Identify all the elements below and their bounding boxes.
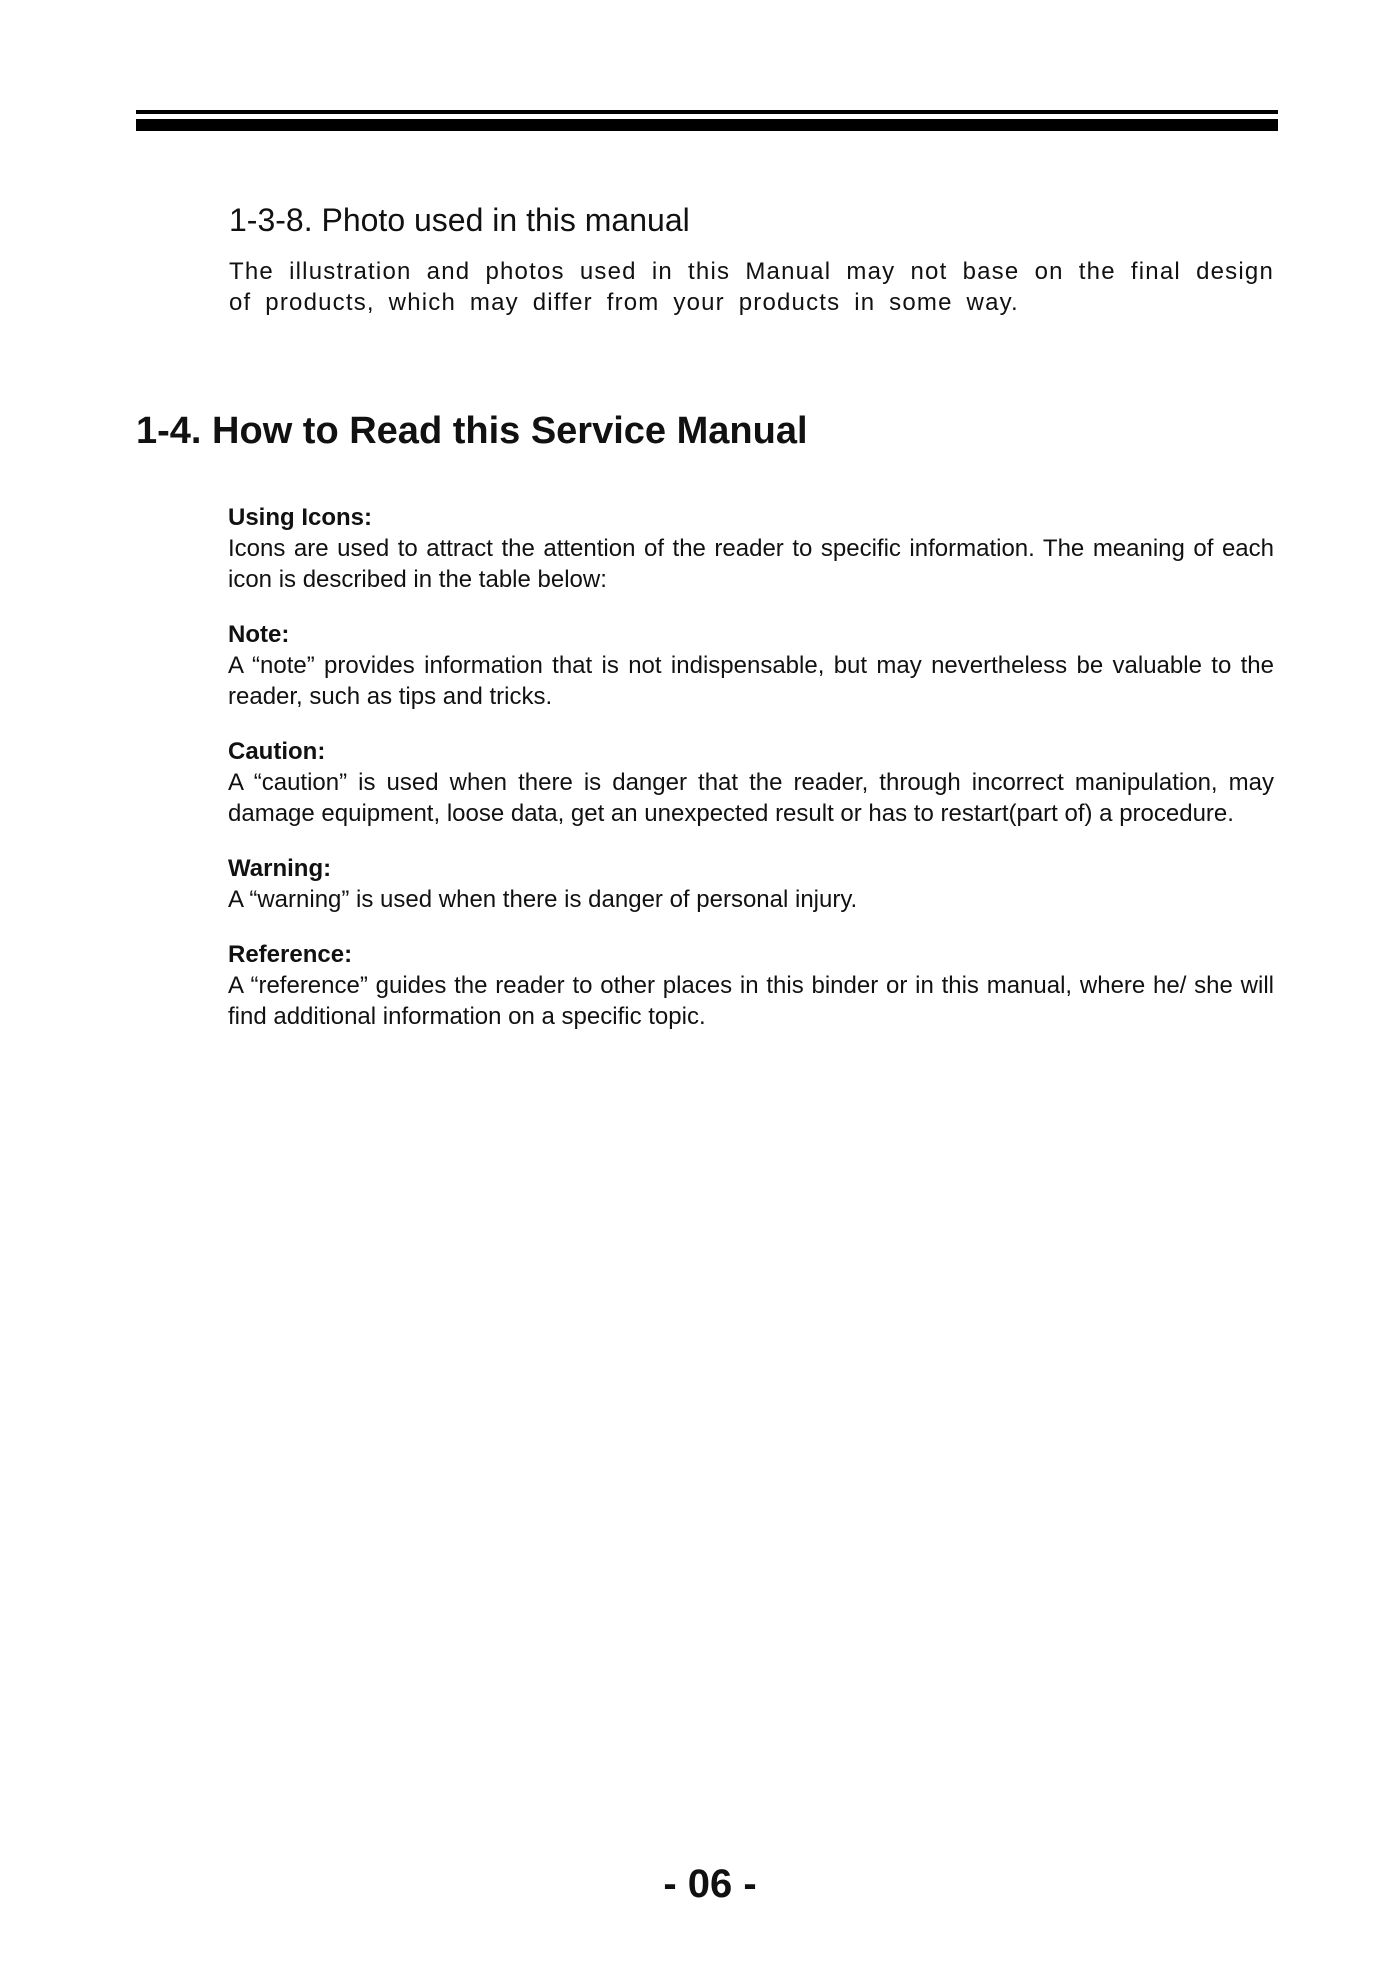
entry-caution xyxy=(228,736,1274,829)
subsection-1-3-8 xyxy=(229,198,1274,318)
entry-heading: Warning: xyxy=(228,855,332,882)
entry-body: A “reference” guides the reader to other places in this binder or in this manual, where he/ she will find additional information on a specific topic. xyxy=(228,972,1274,1030)
entry-note xyxy=(228,619,1274,712)
subsection-body: The illustration and photos used in this Manual may not base on the final design of products, which may differ from your products in some way. xyxy=(229,258,1274,316)
icon-definitions xyxy=(228,502,1274,1032)
entry-body: Icons are used to attract the attention of the reader to specific information. The meaning of each icon is described in the table below: xyxy=(228,535,1274,593)
page-number: - 06 - xyxy=(663,1862,757,1906)
entry-warning xyxy=(228,853,1274,915)
header-rule-thick xyxy=(136,119,1278,131)
entry-heading: Using Icons: xyxy=(228,504,373,531)
entry-using-icons xyxy=(228,502,1274,595)
subsection-title: 1-3-8. Photo used in this manual xyxy=(229,202,690,238)
entry-heading: Caution: xyxy=(228,738,326,765)
header-rule-thin xyxy=(136,110,1278,114)
entry-heading: Note: xyxy=(228,621,290,648)
entry-heading: Reference: xyxy=(228,941,353,968)
section-title: 1-4. How to Read this Service Manual xyxy=(136,410,808,452)
entry-body: A “note” provides information that is not indispensable, but may nevertheless be valuable to the reader, such as tips and tricks. xyxy=(228,652,1274,710)
entry-reference xyxy=(228,939,1274,1032)
entry-body: A “caution” is used when there is danger that the reader, through incorrect manipulation, may damage equipment, loose data, get an unexpected result or has to restart(part of) a procedure. xyxy=(228,769,1274,827)
entry-body: A “warning” is used when there is danger of personal injury. xyxy=(228,886,858,913)
